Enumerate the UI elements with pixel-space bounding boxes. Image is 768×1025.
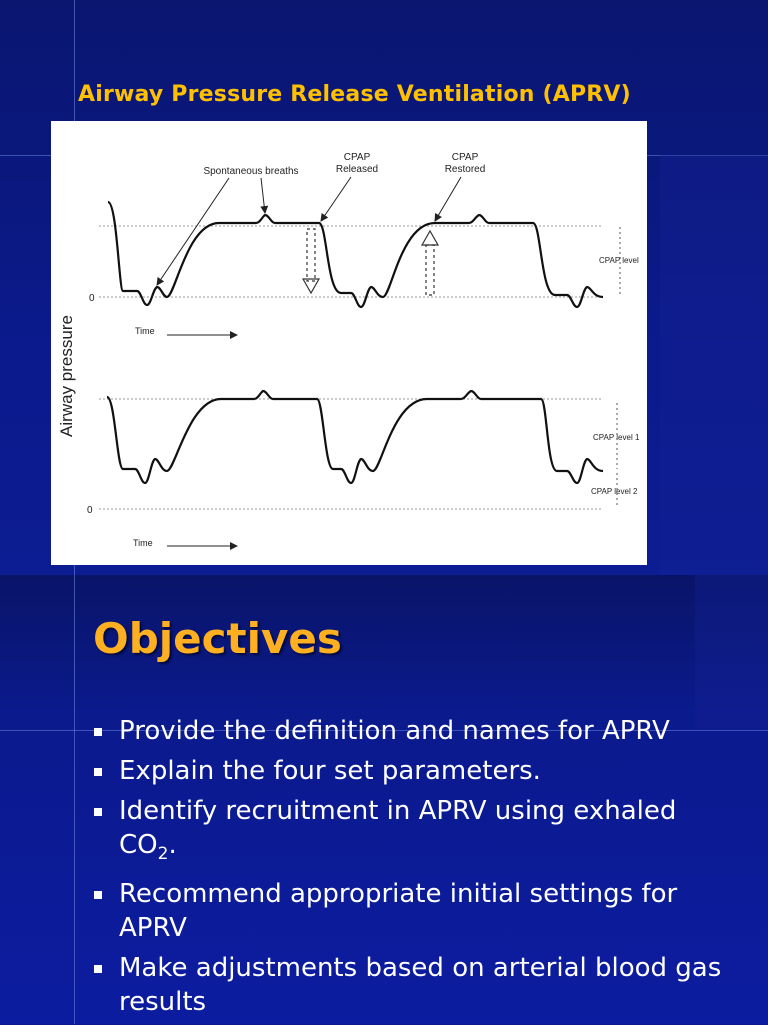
cpap-level-1-label: CPAP level 1 bbox=[593, 433, 640, 442]
cpap-released-arrow bbox=[303, 229, 319, 293]
co2-text: CO bbox=[119, 830, 158, 860]
cpap-released-label-line1: CPAP bbox=[343, 152, 371, 163]
bottom-pressure-waveform bbox=[107, 391, 603, 483]
objective-item bbox=[92, 877, 732, 945]
decorative-panel bbox=[695, 575, 768, 730]
zero-label-bottom: 0 bbox=[87, 505, 93, 516]
objective-item bbox=[92, 754, 732, 788]
cpap-restored-label-line2: Restored bbox=[444, 164, 486, 175]
slide-title: Airway Pressure Release Ventilation (APRV) bbox=[78, 82, 631, 107]
time-label-top: Time bbox=[135, 326, 155, 336]
pointer-line bbox=[321, 177, 351, 221]
co2-suffix: . bbox=[168, 830, 177, 860]
co2-subscript: 2 bbox=[157, 844, 169, 864]
zero-label-top: 0 bbox=[89, 293, 95, 304]
waveform-diagram bbox=[51, 121, 647, 565]
cpap-restored-arrow bbox=[422, 231, 438, 295]
pointer-line bbox=[261, 178, 265, 213]
objective-item bbox=[92, 794, 732, 871]
aprv-pressure-waveform-figure bbox=[51, 121, 647, 565]
cpap-level-2-label: CPAP level 2 bbox=[591, 487, 638, 496]
y-axis-label: Airway pressure bbox=[57, 315, 76, 437]
objective-item bbox=[92, 714, 732, 748]
decorative-panel bbox=[660, 155, 768, 575]
bullet-square-icon bbox=[94, 965, 102, 973]
bullet-square-icon bbox=[94, 891, 102, 899]
objectives-heading: Objectives bbox=[93, 614, 342, 663]
objective-text: Explain the four set parameters. bbox=[119, 756, 541, 786]
objective-item bbox=[92, 951, 732, 1019]
bullet-square-icon bbox=[94, 728, 102, 736]
top-pressure-waveform bbox=[108, 202, 603, 307]
pointer-line bbox=[157, 178, 229, 285]
bullet-square-icon bbox=[94, 768, 102, 776]
objectives-list bbox=[92, 714, 732, 1025]
spontaneous-breaths-label: Spontaneous breaths bbox=[203, 166, 299, 177]
decorative-line bbox=[74, 575, 75, 1024]
cpap-restored-label-line1: CPAP bbox=[451, 152, 479, 163]
cpap-released-label-line2: Released bbox=[335, 164, 379, 175]
pointer-line bbox=[435, 177, 461, 221]
objective-text: Provide the definition and names for APRV bbox=[119, 716, 670, 746]
time-label-bottom: Time bbox=[133, 538, 153, 548]
cpap-level-label: CPAP level bbox=[599, 256, 639, 265]
bullet-square-icon bbox=[94, 808, 102, 816]
objective-text: Recommend appropriate initial settings for APRV bbox=[119, 879, 678, 943]
objective-text: Make adjustments based on arterial blood gas results bbox=[119, 953, 722, 1017]
objective-text: Identify recruitment in APRV using exhaled bbox=[119, 796, 677, 826]
